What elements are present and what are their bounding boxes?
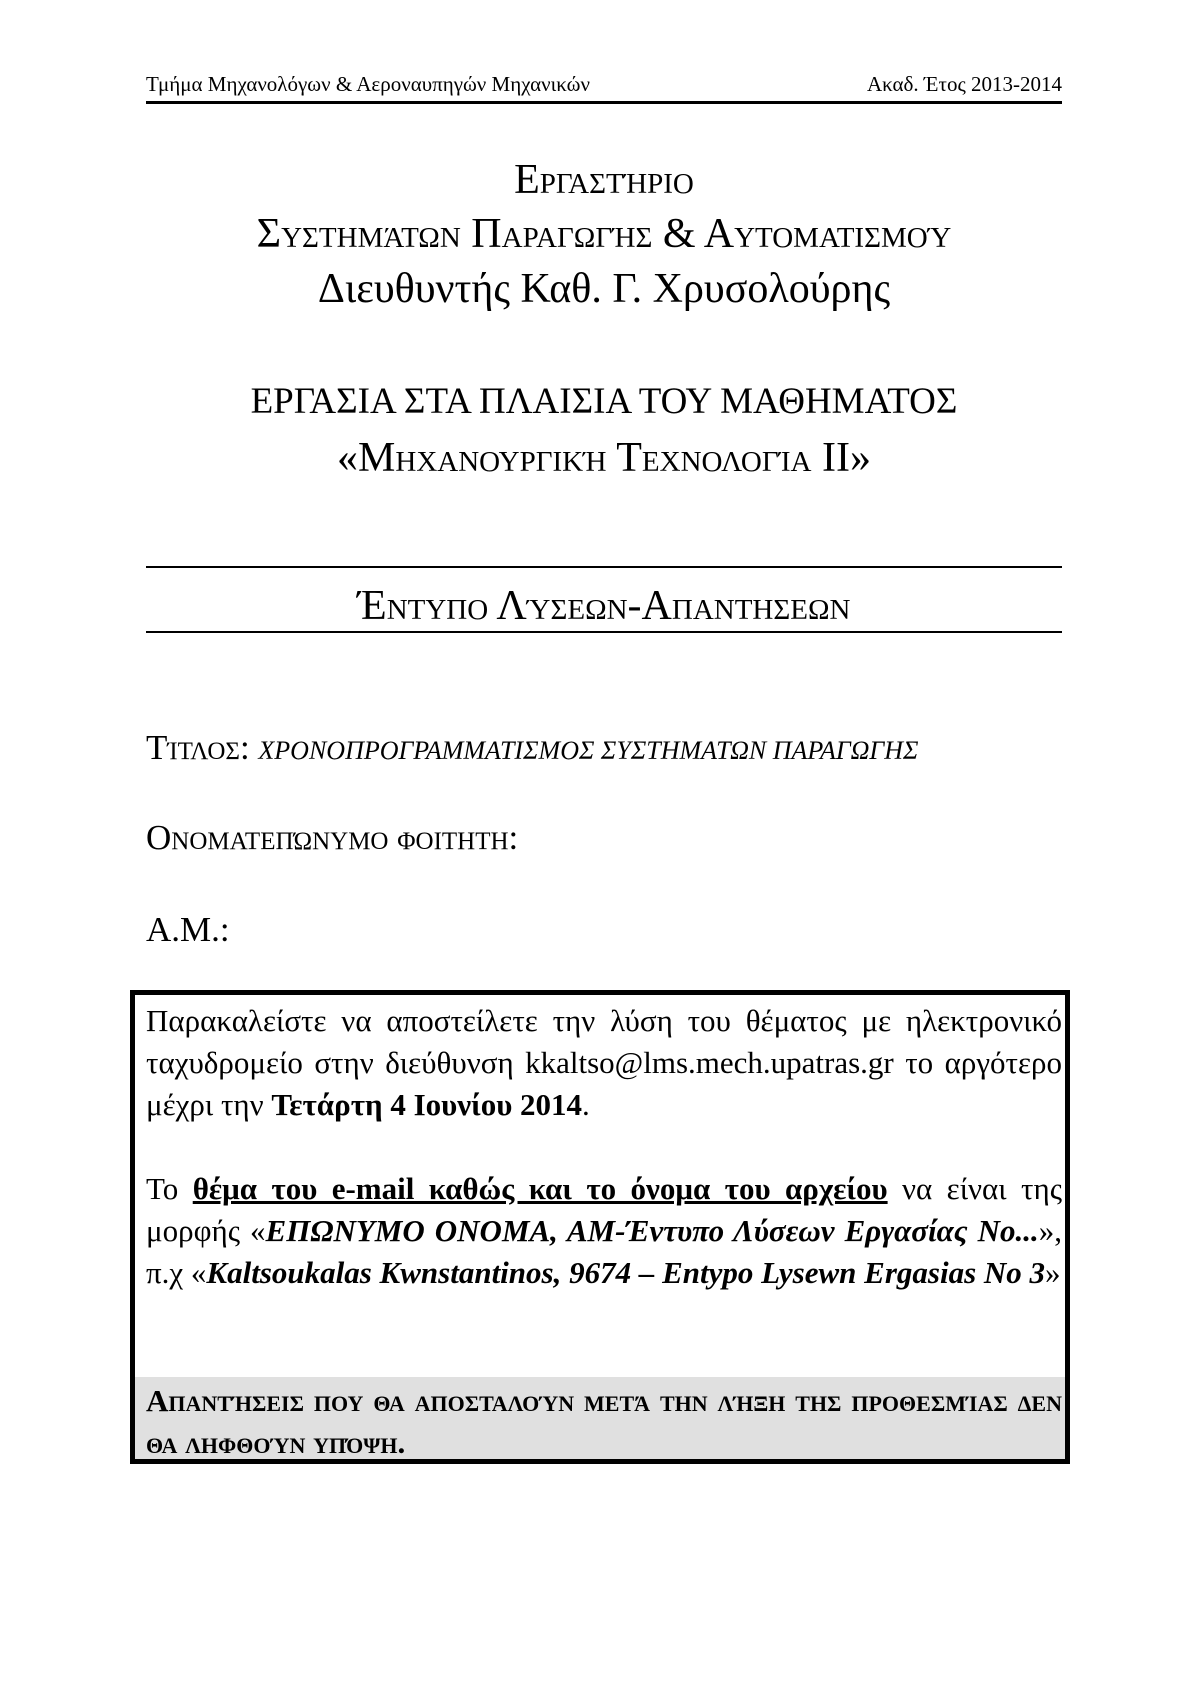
department-name: Τμήμα Μηχανολόγων & Αεροναυπηγών Μηχανικών: [146, 72, 590, 96]
form-title: Έντυπο Λύσεων-Απαντησεων: [357, 583, 851, 629]
lab-director: Διευθυντής Καθ. Γ. Χρυσολούρης: [317, 266, 891, 312]
lab-title: [146, 153, 1062, 261]
format-example-intro: », π.χ «: [146, 1213, 1063, 1290]
title-field: [146, 728, 918, 768]
notice-paragraph-submission: [146, 1000, 1062, 1126]
notice-text: [146, 1000, 1062, 1294]
format-subject-emphasis: θέμα του e-mail καθώς και το όνομα του αρχείου: [192, 1171, 888, 1206]
format-mid: να είναι της μορφής «: [146, 1171, 1062, 1248]
format-example: Kaltsoukalas Kwnstantinos, 9674 – Entypo Lysewn Ergasias No 3: [206, 1255, 1046, 1290]
course-name: «Μηχανουργική Τεχνολογία ΙΙ»: [337, 435, 871, 481]
title-value: ΧΡΟΝΟΠΡΟΓΡΑΜΜΑΤΙΣΜΟΣ ΣΥΣΤΗΜΑΤΩΝ ΠΑΡΑΓΩΓΗΣ: [258, 736, 919, 765]
academic-year: Ακαδ. Έτος 2013-2014: [866, 72, 1062, 96]
format-start: Το: [146, 1171, 193, 1206]
submission-end: .: [582, 1087, 590, 1122]
course-intro: ΕΡΓΑΣΙΑ ΣΤΑ ΠΛΑΙΣΙΑ ΤΟΥ ΜΑΘΗΜΑΤΟΣ: [250, 381, 958, 422]
page-header: [146, 72, 1062, 97]
format-end: »: [1045, 1255, 1061, 1290]
notice-paragraph-format: [146, 1168, 1062, 1294]
lab-title-line1: Εργαστήριο: [514, 157, 694, 203]
form-title-top-rule: [146, 566, 1062, 568]
form-title-bottom-rule: [146, 631, 1062, 633]
format-pattern: ΕΠΩΝΥΜΟ ΟΝΟΜΑ, ΑΜ-Έντυπο Λύσεων Εργασίας Νο...: [265, 1213, 1039, 1248]
title-label: Τίτλος:: [146, 728, 250, 767]
submission-instructions: Παρακαλείστε να αποστείλετε την λύση του θέματος με ηλεκτρονικό ταχυδρομείο στην διεύθυνση kkaltso@lms.mech.upatras.gr το αργότερο μέχρι την: [146, 1003, 1062, 1122]
student-name-label: Ονοματεπώνυμο φοιτητη:: [146, 818, 519, 857]
submission-deadline: Τετάρτη 4 Ιουνίου 2014: [271, 1087, 583, 1122]
lab-title-line2: Συστημάτων Παραγωγής & Αυτοματισμού: [256, 211, 952, 257]
am-label: Α.Μ.:: [146, 910, 230, 949]
late-submission-warning: Απαντήσεις που θα αποσταλούν μετά την λήξη της προθεσμίας δεν θα ληφθούν υπόψη.: [146, 1383, 1062, 1460]
header-rule: [146, 101, 1062, 104]
